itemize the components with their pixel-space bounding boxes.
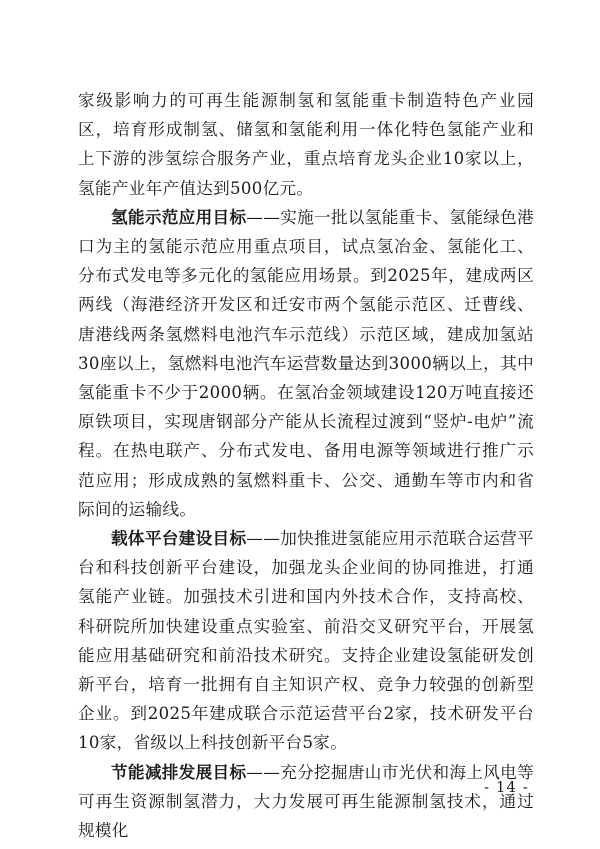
paragraph-heading: 氢能示范应用目标 — [111, 207, 247, 227]
paragraph-energy-saving-goal — [78, 758, 534, 846]
paragraph-text: 家级影响力的可再生能源制氢和氢能重卡制造特色产业园区，培育形成制氢、储氢和氢能利用一体化特色氢能产业和上下游的涉氢综合服务产业，重点培育龙头企业10家以上，氢能产业年产值达到500亿元。 — [78, 91, 534, 198]
document-body — [78, 86, 534, 845]
paragraph-text: ——实施一批以氢能重卡、氢能绿色港口为主的氢能示范应用重点项目，试点氢冶金、氢能化工、分布式发电等多元化的氢能应用场景。到2025年，建成两区两线（海港经济开发区和迁安市两个氢能示范区、迁曹线、唐港线两条氢燃料电池汽车示范线）示范区域，建成加氢站30座以上，氢燃料电池汽车运营数量达到3000辆以上，其中氢能重卡不少于2000辆。在氢冶金领域建设120万吨直接还原铁项目，实现唐钢部分产能从长流程过渡到“竖炉-电炉”流程。在热电联产、分布式发电、备用电源等领域进行推广示范应用；形成成熟的氢燃料重卡、公交、通勤车等市内和省际间的运输线。 — [78, 207, 534, 519]
paragraph-platform-goal — [78, 524, 534, 758]
paragraph-text: ——充分挖掘唐山市光伏和海上风电等可再生资源制氢潜力，大力发展可再生能源制氢技术，通过规模化 — [78, 762, 534, 841]
paragraph-heading: 节能减排发展目标 — [111, 762, 247, 782]
paragraph-industry-park — [78, 86, 534, 203]
page-number: - 14 - — [484, 778, 529, 796]
paragraph-demonstration-goal — [78, 203, 534, 524]
paragraph-text: ——加快推进氢能应用示范联合运营平台和科技创新平台建设，加强龙头企业间的协同推进，打通氢能产业链。加强技术引进和国内外技术合作，支持高校、科研院所加快建设重点实验室、前沿交叉研究平台，开展氢能应用基础研究和前沿技术研究。支持企业建设氢能研发创新平台，培育一批拥有自主知识产权、竞争力较强的创新型企业。到2025年建成联合示范运营平台2家，技术研发平台10家，省级以上科技创新平台5家。 — [78, 529, 534, 753]
paragraph-heading: 载体平台建设目标 — [111, 529, 247, 549]
